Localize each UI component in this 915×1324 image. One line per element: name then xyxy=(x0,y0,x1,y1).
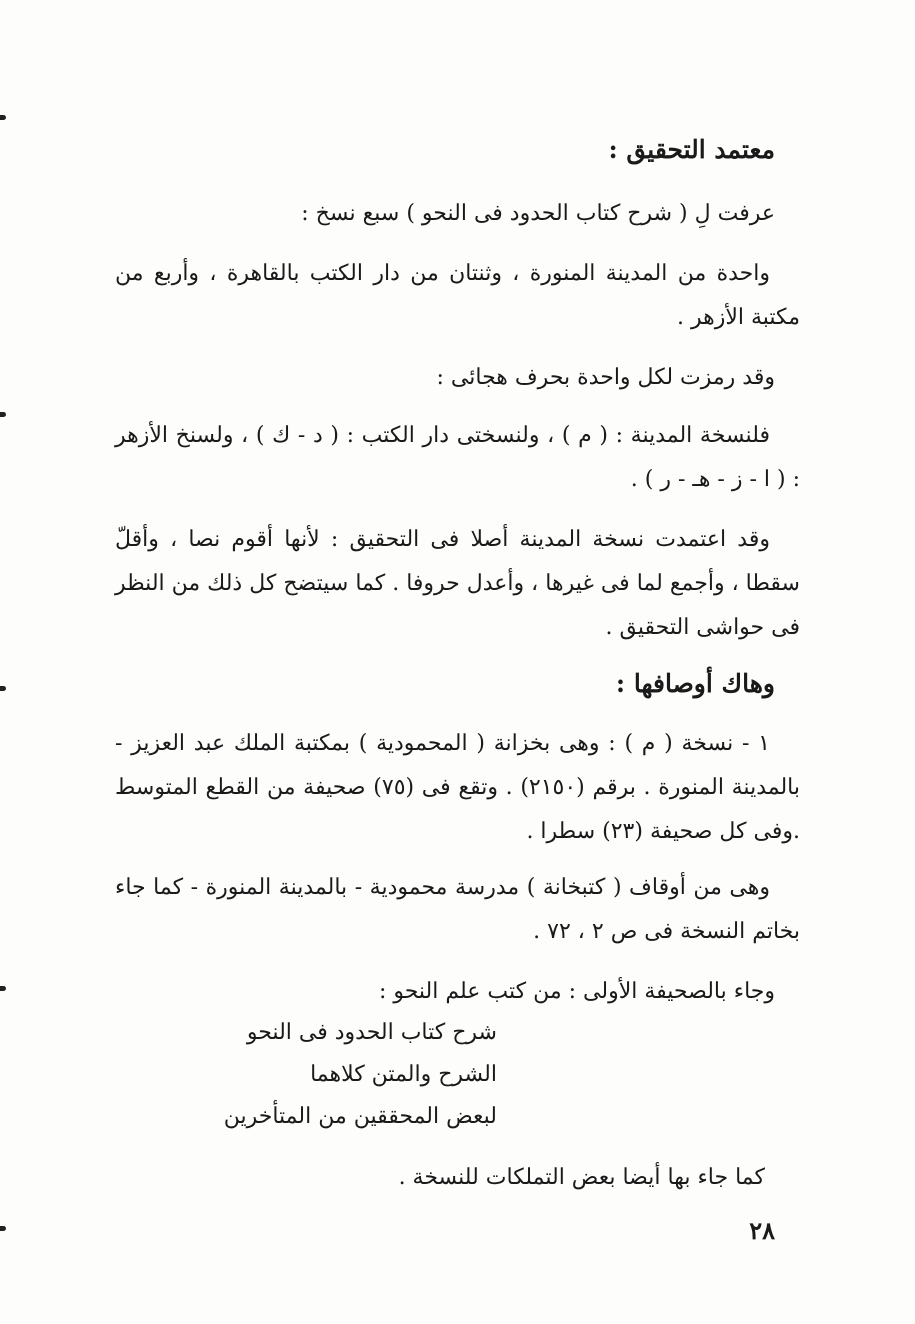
paragraph-first-page: وجاء بالصحيفة الأولى : من كتب علم النحو : xyxy=(378,979,775,1004)
section-heading-descriptions: وهاك أوصافها : xyxy=(615,669,775,698)
paragraph-reliance: وقد اعتمدت نسخة المدينة أصلا فى التحقيق : لأنها أقوم نصا ، وأقلّ سقطا ، وأجمع لما فى غيرها ، وأعدل حروفا . كما سيتضح كل ذلك من النظر فى حواشى التحقيق . xyxy=(115,527,800,640)
manuscript-title-block xyxy=(197,1012,497,1138)
scan-edge-mark xyxy=(0,986,6,991)
scan-edge-mark xyxy=(0,412,6,417)
scan-edge-mark xyxy=(0,1226,6,1231)
paragraph-known-copies: عرفت لِ ( شرح كتاب الحدود فى النحو ) سبع نسخ : xyxy=(301,201,775,226)
paragraph-ownership: كما جاء بها أيضا بعض التملكات للنسخة . xyxy=(398,1165,765,1190)
scan-edge-mark xyxy=(0,686,6,691)
section-heading-sources: معتمد التحقيق : xyxy=(608,135,775,164)
title-line: شرح كتاب الحدود فى النحو xyxy=(246,1020,497,1045)
paragraph-copy-m: ١ - نسخة ( م ) : وهى بخزانة ( المحمودية ) بمكتبة الملك عبد العزيز - بالمدينة المنورة . برقم (٢١٥٠) . وتقع فى (٧٥) صحيفة من القطع المتوسط .وفى كل صحيفة (٢٣) سطرا . xyxy=(115,731,800,844)
paragraph-symbols-intro: وقد رمزت لكل واحدة بحرف هجائى : xyxy=(436,365,775,390)
scan-edge-mark xyxy=(0,115,6,120)
page-number: ٢٨ xyxy=(749,1216,775,1245)
title-line: الشرح والمتن كلاهما xyxy=(310,1062,497,1087)
paragraph-locations: واحدة من المدينة المنورة ، وثنتان من دار الكتب بالقاهرة ، وأربع من مكتبة الأزهر . xyxy=(115,261,800,330)
paragraph-endowment: وهى من أوقاف ( كتبخانة ) مدرسة محمودية - بالمدينة المنورة - كما جاء بخاتم النسخة فى ص ٢ ، ٧٢ . xyxy=(115,875,800,944)
title-line: لبعض المحققين من المتأخرين xyxy=(223,1104,497,1129)
paragraph-symbols: فلنسخة المدينة : ( م ) ، ولنسختى دار الكتب : ( د - ك ) ، ولسنخ الأزهر : ( ا - ز - هـ - ر ) . xyxy=(115,423,800,492)
